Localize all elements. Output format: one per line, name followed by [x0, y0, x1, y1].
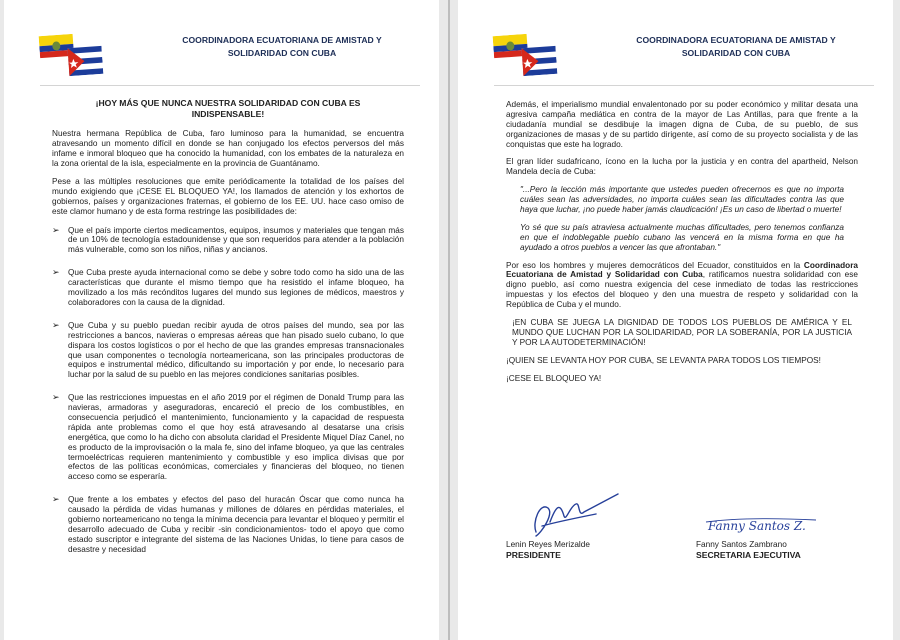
svg-text:Fanny Santos Z.: Fanny Santos Z. — [708, 519, 806, 533]
dignity-statement: ¡EN CUBA SE JUEGA LA DIGNIDAD DE TODOS LOS PUEBLOS DE AMÉRICA Y EL MUNDO QUE LUCHAN POR LA SOLIDARIDAD, POR LA SOBERANÍA, POR LA JUSTICIA Y POR LA AUTODETERMINACIÓN! — [512, 318, 852, 347]
org-name-line-1: COORDINADORA ECUATORIANA DE AMISTAD Y — [636, 35, 836, 45]
signatory-name: Fanny Santos Zambrano — [696, 540, 787, 549]
slogan-levanta: ¡QUIEN SE LEVANTA HOY POR CUBA, SE LEVANTA PARA TODOS LOS TIEMPOS! — [506, 355, 821, 365]
mandela-quote-2: Yo sé que su país atraviesa actualmente muchas dificultades, pero tenemos confianza en que el indoblegable pueblo cubano las vencerá en la misma forma en que ha ayudado a otros pueblos a vencer las que afrontaban." — [520, 222, 844, 252]
list-item-text: Que el país importe ciertos medicamentos, equipos, insumos y materiales que tengan más de un 10% de tecnología estadounidense y que son requeridos para atender a la población más vulnerable, como son los niños, niñas y ancianos. — [68, 225, 404, 255]
paragraph-ratification — [506, 261, 858, 310]
organization-name — [162, 34, 402, 61]
signature-president — [506, 492, 676, 562]
list-item — [52, 268, 404, 308]
title-line-2: INDISPENSABLE! — [191, 108, 265, 119]
list-item — [52, 393, 404, 482]
page-divider — [448, 0, 450, 640]
paragraph-resolutions: Pese a las múltiples resoluciones que emite periódicamente la totalidad de los países del mundo exigiendo que ¡CESE EL BLOQUEO YA!, los llamados de atención y los exhortos de gobiernos, países y organizaciones fraternas, el gobierno de los EE. UU. hace caso omiso de este clamor humano y de esta forma restringe las posibilidades de: — [52, 177, 404, 216]
list-item-text: Que las restricciones impuestas en el año 2019 por el régimen de Donald Trump para las navieras, armadoras y aseguradoras, encareció el precio de los combustibles, en consecuencia perjudicó el mantenimiento, funcionamiento y la capacidad de respuesta rápida ante problemas como el que hoy está atravesando al desatarse una crisis energética, que como lo ha dicho con absoluta claridad el Presidente Miquel Díaz Canel, no es producto de la improvisación o la mala fe, sino del infame bloqueo, ya que las centrales termoeléctricas requieren mantenimiento y combustible y eso implica divisas que por efectos de las políticas económicas, comerciales y financieras del bloqueo, no tienen acceso como se esperaría. — [68, 393, 404, 482]
paragraph-imperialism: Además, el imperialismo mundial envalentonado por su poder económico y militar desata una agresiva campaña mediática en contra de la mayor de Las Antillas, para que frente a la ciudadanía mundial se desdibuje la imagen digna de Cuba, de su pueblo, de sus organizaciones de masas y de su partido dirigente, así como de su proyecto socialista y de las conquistas que este ha logrado. — [506, 100, 858, 149]
list-item — [52, 321, 404, 380]
list-item-text: Que Cuba preste ayuda internacional como se debe y sobre todo como ha sido una de las características que durante el mismo tiempo que ha resistido el infame bloqueo, ha movilizado a los más recónditos lugares del mundo sus legiones de médicos, maestros y colaboradores con la causa de la dignidad. — [68, 268, 404, 307]
letter-body-2 — [506, 100, 858, 391]
ratification-text-b: , ratificamos nuestra solidaridad con ese digno pueblo, así como nuestra exigencia del cese inmediato de todas las restricciones impuestas y los efectos del bloqueo y den una muestra de respeto y solidaridad con la República de Cuba y el mundo. — [506, 270, 858, 310]
signatory-role: SECRETARIA EJECUTIVA — [696, 550, 801, 560]
signature-block — [506, 492, 858, 572]
paragraph-mandela: El gran líder sudafricano, ícono en la lucha por la justicia y en contra del apartheid, Nelson Mandela decía de Cuba: — [506, 157, 858, 177]
paragraph-intro: Nuestra hermana República de Cuba, faro luminoso para la humanidad, se encuentra atravesando un momento difícil en donde se han conjugado los efectos perversos del más infame e inmoral bloqueo que ha conocido la humanidad, con los embates de la naturaleza en la zona oriental de la isla, especialmente en la provincia de Guantánamo. — [52, 129, 404, 169]
letterhead — [40, 26, 420, 82]
letterhead — [494, 26, 874, 82]
list-item — [52, 495, 404, 554]
org-name-line-2: SOLIDARIDAD CON CUBA — [227, 48, 337, 59]
org-name-line-1: COORDINADORA ECUATORIANA DE AMISTAD Y — [182, 35, 382, 45]
ecuador-cuba-flags-logo — [39, 32, 104, 78]
list-item-text: Que Cuba y su pueblo puedan recibir ayuda de otros países del mundo, sea por las restricciones a bancos, navieras o empresas aéreas que han pisado suelo cubano, lo que dispara los costos logísticos o por el hecho de que las grandes empresas transnacionales que usan componentes o tecnología norteamericana, son las principales productoras de equipos e instrumental médico, dificultando su importación y por ende, lo necesario para luchar por la salud de su pueblo en las mejores condiciones sanitarias posibles. — [68, 320, 404, 380]
letter-page-1 — [4, 0, 439, 640]
handwritten-signature-secretary — [696, 492, 826, 540]
signatory-role: PRESIDENTE — [506, 550, 561, 560]
ecuador-cuba-flags-logo — [493, 32, 558, 78]
ratification-text-a: Por eso los hombres y mujeres democráticos del Ecuador, constituidos en la — [506, 260, 804, 270]
header-rule — [40, 85, 420, 86]
signature-secretary — [696, 492, 866, 562]
organization-name-bold: Coordinadora Ecuatoriana de Amistad y Solidaridad con Cuba — [506, 260, 858, 280]
list-item-text: Que frente a los embates y efectos del paso del huracán Óscar que como nunca ha causado la pérdida de vidas humanas y millones de dólares en pérdidas materiales, el gobierno norteamericano no tenga la mínima decencia para levantar el bloqueo y permitir el desarrollo adecuado de Cuba y recibir -sin condicionamientos- todo el apoyo que como estado suscriptor e integrante del sistema de las Naciones Unidas, lo tiene para casos de desastre y necesidad — [68, 495, 404, 554]
handwritten-signature-president — [506, 492, 626, 540]
header-rule — [494, 85, 874, 86]
letter-page-2 — [458, 0, 893, 640]
slogan-cese-bloqueo: ¡CESE EL BLOQUEO YA! — [506, 373, 602, 383]
checkmark-bullet-icon: ➢ — [52, 494, 60, 505]
letter-title — [52, 98, 404, 119]
checkmark-bullet-icon: ➢ — [52, 319, 60, 330]
checkmark-bullet-icon: ➢ — [52, 224, 60, 235]
letter-body-1 — [52, 98, 404, 568]
checkmark-bullet-icon: ➢ — [52, 392, 60, 403]
checkmark-bullet-icon: ➢ — [52, 267, 60, 278]
organization-name — [616, 34, 856, 61]
signatory-name: Lenin Reyes Merizalde — [506, 540, 590, 549]
org-name-line-2: SOLIDARIDAD CON CUBA — [681, 48, 791, 59]
title-line-1: ¡HOY MÁS QUE NUNCA NUESTRA SOLIDARIDAD CON CUBA ES — [95, 98, 361, 108]
mandela-quote-1: "...Pero la lección más importante que ustedes pueden ofrecernos es que no importa cuáles sean las adversidades, no importa cuáles sean las dificultades contra las que haya que luchar, ¡no puede haber jamás claudicación! ¡Es un caso de libertad o muerte! — [520, 185, 844, 215]
list-item — [52, 226, 404, 256]
